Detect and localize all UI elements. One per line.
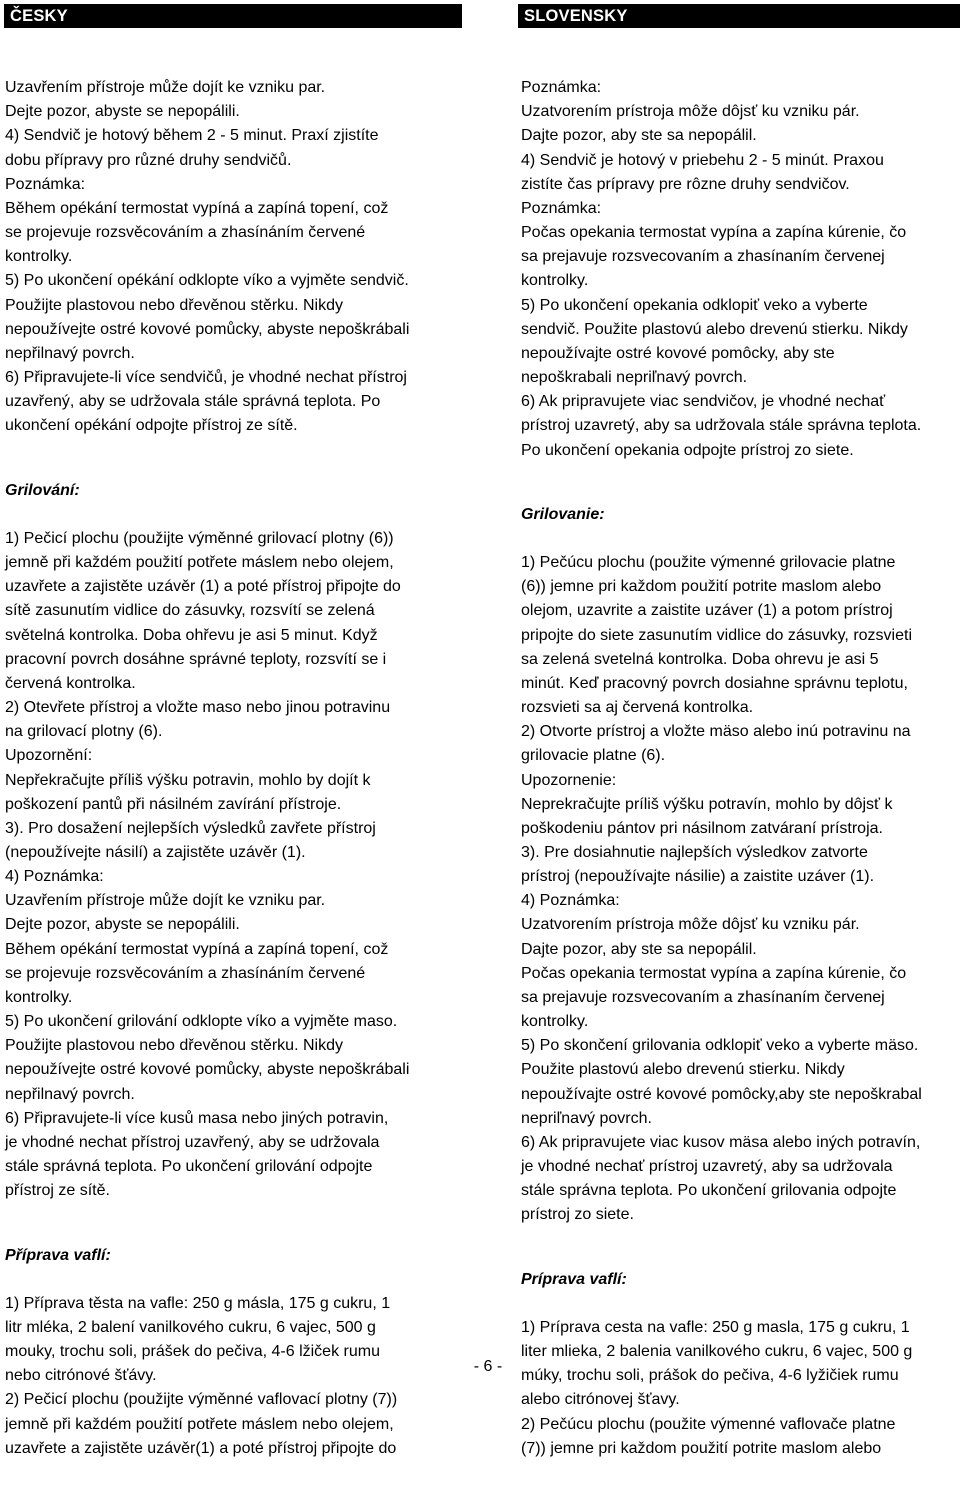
slovak-body [518, 52, 960, 1485]
czech-column [4, 4, 462, 1485]
slovak-waffle-title: Príprava vaflí: [521, 1270, 627, 1288]
czech-waffle-text: 1) Příprava těsta na vafle: 250 g másla, 175 g cukru, 1 litr mléka, 2 balení vanilkového cukru, 6 vajec, 500 g mouky, trochu soli, prášek do pečiva, 4-6 lžiček rumu nebo citrónové šťávy. 2) Pečicí plochu (použijte výměnné vaflovací plotny (7)) jemně při každém použití potřete máslem nebo olejem, uzavřete a zajistěte uzávěr(1) a poté přístroj připojte do [5, 1294, 398, 1457]
czech-waffle-title: Příprava vaflí: [5, 1246, 111, 1264]
slovak-column [518, 4, 960, 1485]
slovak-intro-text: Poznámka: Uzatvorením prístroja môže dôjsť ku vzniku pár. Dajte pozor, aby ste sa nepopálil. 4) Sendvič je hotový v priebehu 2 - 5 minút. Praxou zistíte čas prípravy pre rôzne druhy sendvičov. Poznámka: Počas opekania termostat vypína a zapína kúrenie, čo sa prejavuje rozsvecovaním a zhasínaním červenej kontrolky. 5) Po ukončení opekania odklopiť veko a vyberte sendvič. Použite plastovú alebo drevenú stierku. Nikdy nepoužívajte ostré kovové pomôcky, aby ste nepoškrabali nepriľnavý povrch. 6) Ak pripravujete viac sendvičov, je vhodné nechať prístroj uzavretý, aby sa udržovala stále správna teplota. Po ukončení opekania odpojte prístroj zo siete. [521, 79, 922, 459]
czech-intro-text: Uzavřením přístroje může dojít ke vzniku par. Dejte pozor, abyste se nepopálili. 4) Sendvič je hotový během 2 - 5 minut. Praxí zjistíte dobu přípravy pro různé druhy sendvičů. Poznámka: Během opékání termostat vypíná a zapíná topení, což se projevuje rozsvěcováním a zhasínáním červené kontrolky. 5) Po ukončení opékání odklopte víko a vyjměte sendvič. Použijte plastovou nebo dřevěnou stěrku. Nikdy nepoužívejte ostré kovové pomůcky, abyste nepoškrábali nepřilnavý povrch. 6) Připravujete-li více sendvičů, je vhodné nechat přístroj uzavřený, aby se udržovala stále správná teplota. Po ukončení opékání odpojte přístroj ze sítě. [5, 79, 410, 435]
czech-header: ČESKY [4, 4, 462, 28]
slovak-header: SLOVENSKY [518, 4, 960, 28]
czech-grill-text: 1) Pečicí plochu (použijte výměnné grilovací plotny (6)) jemně při každém použití potřete máslem nebo olejem, uzavřete a zajistěte uzávěr (1) a poté přístroj připojte do sítě zasunutím vidlice do zásuvky, rozsvítí se zelená světelná kontrolka. Doba ohřevu je asi 5 minut. Když pracovní povrch dosáhne správné teploty, rozsvítí se i červená kontrolka. 2) Otevřete přístroj a vložte maso nebo jinou potravinu na grilovací plotny (6). Upozornění: Nepřekračujte příliš výšku potravin, mohlo by dojít k poškození pantů při násilném zavírání přístroje. 3). Pro dosažení nejlepších výsledků zavřete přístroj (nepoužívejte násilí) a zajistěte uzávěr (1). 4) Poznámka: Uzavřením přístroje může dojít ke vzniku par. Dejte pozor, abyste se nepopálili. Během opékání termostat vypíná a zapíná topení, což se projevuje rozsvěcováním a zhasínáním červené kontrolky. 5) Po ukončení grilování odklopte víko a vyjměte maso. Použijte plastovou nebo dřevěnou stěrku. Nikdy nepoužívejte ostré kovové pomůcky, abyste nepoškrábali nepřilnavý povrch. 6) Připravujete-li více kusů masa nebo jiných potravin, je vhodné nechat přístroj uzavřený, aby se udržovala stále správná teplota. Po ukončení grilování odpojte přístroj ze sítě. [5, 529, 410, 1200]
slovak-grill-text: 1) Pečúcu plochu (použite výmenné grilovacie platne (6)) jemne pri každom použití potrite maslom alebo olejom, uzavrite a zaistite uzáver (1) a potom prístroj pripojte do siete zasunutím vidlice do zásuvky, rozsvieti sa zelená svetelná kontrolka. Doba ohrevu je asi 5 minút. Keď pracovný povrch dosiahne správnu teplotu, rozsvieti sa aj červená kontrolka. 2) Otvorte prístroj a vložte mäso alebo inú potravinu na grilovacie platne (6). Upozornenie: Neprekračujte príliš výšku potravín, mohlo by dôjsť k poškodeniu pántov pri násilnom zatváraní prístroja. 3). Pre dosiahnutie najlepších výsledkov zatvorte prístroj (nepoužívajte násilie) a zaistite uzáver (1). 4) Poznámka: Uzatvorením prístroja môže dôjsť ku vzniku pár. Dajte pozor, aby ste sa nepopálil. Počas opekania termostat vypína a zapína kúrenie, čo sa prejavuje rozsvecovaním a zhasínaním červenej kontrolky. 5) Po skončení grilovania odklopiť veko a vyberte mäso. Použite plastovú alebo drevenú stierku. Nikdy nepoužívajte ostré kovové pomôcky,aby ste nepoškrabal nepriľnavý povrch. 6) Ak pripravujete viac kusov mäsa alebo iných potravín, je vhodné nechať prístroj uzavretý, aby sa udržovala stále správna teplota. Po ukončení grilovania odpojte prístroj zo siete. [521, 554, 922, 1224]
page-number: - 6 - [473, 1358, 503, 1375]
czech-grill-title: Grilování: [5, 481, 80, 499]
slovak-waffle-text: 1) Príprava cesta na vafle: 250 g masla, 175 g cukru, 1 liter mlieka, 2 balenia vanilkového cukru, 6 vajec, 500 g múky, trochu soli, prášok do pečiva, 4-6 lyžičiek rumu alebo citrónovej šťavy. 2) Pečúcu plochu (použite výmenné vaflovače platne (7)) jemne pri každom použití potrite maslom alebo [521, 1318, 913, 1457]
czech-body [4, 52, 462, 1485]
slovak-grill-title: Grilovanie: [521, 505, 605, 523]
